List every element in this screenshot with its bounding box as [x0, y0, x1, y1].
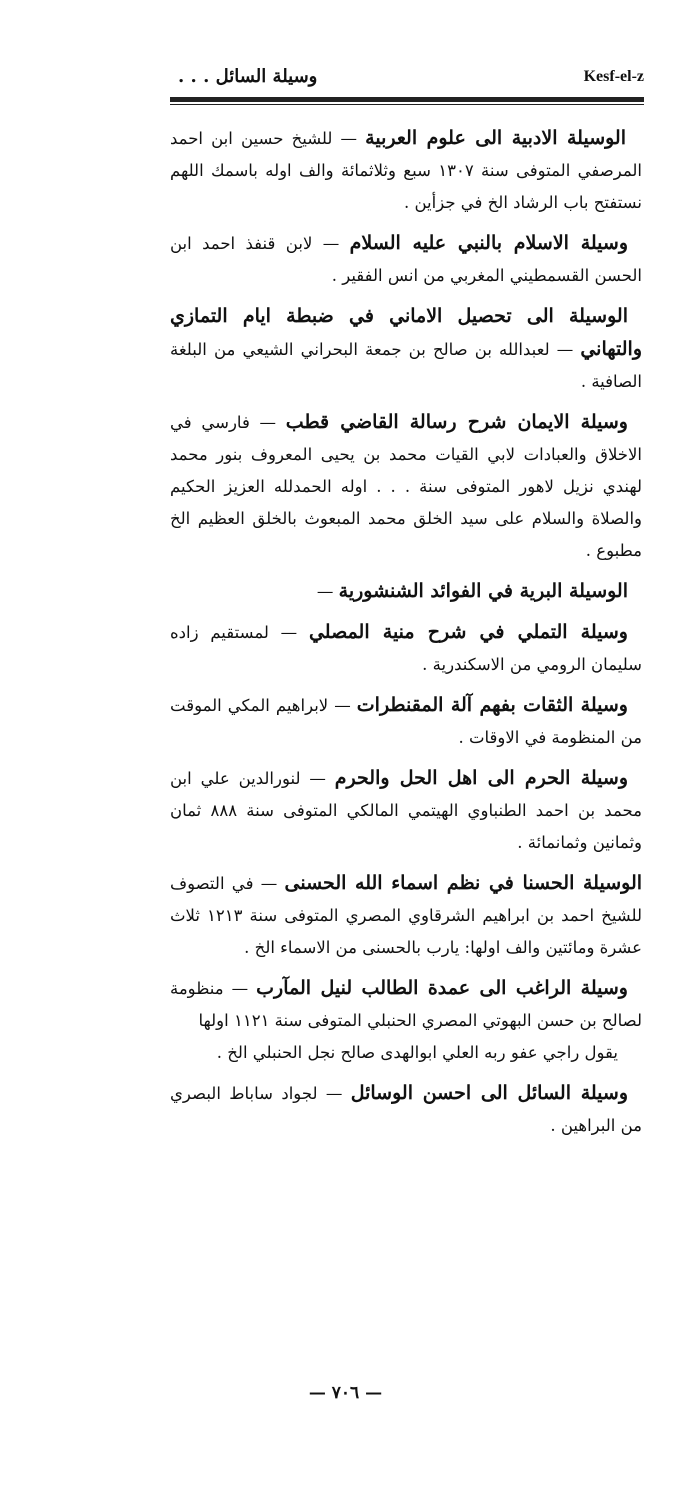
- entry-text: — منظومة لصالح بن حسن البهوتي المصري الحنبلي المتوفى سنة ١١٢١ اولها: [170, 979, 642, 1030]
- entry: [170, 575, 642, 608]
- latin-catchword: Kesf-el-z: [583, 68, 644, 85]
- entry-title: الوسيلة الادبية الى علوم العربية: [365, 127, 626, 149]
- entry: [170, 300, 642, 398]
- entry-title: وسيلة الراغب الى عمدة الطالب لنيل المآرب: [256, 977, 628, 999]
- header-rule-thick: [170, 97, 644, 102]
- entry-title: الوسيلة الحسنا في نظم اسماء الله الحسنى: [284, 872, 643, 894]
- entry: [170, 122, 642, 219]
- entry-text: —: [316, 582, 339, 601]
- entry-text: — لابن قنفذ احمد ابن الحسن القسمطيني المغربي من انس الفقير .: [170, 234, 642, 285]
- entry-text: — لابراهيم المكي الموقت من المنظومة في الاوقات .: [170, 696, 642, 747]
- running-title: [178, 66, 317, 87]
- verse-line: يقول راجي عفو ربه العلي ابوالهدى صالح نجل الحنبلي الخ .: [216, 1043, 618, 1062]
- entry-title: وسيلة السائل الى احسن الوسائل: [350, 1082, 628, 1104]
- entry: [170, 762, 642, 859]
- entry: [170, 406, 642, 567]
- running-title-text: وسيلة السائل: [215, 66, 318, 87]
- entry-text: — للشيخ حسين ابن احمد المرصفي المتوفى سنة ١٣٠٧ سبع وثلاثمائة والف اوله باسمك اللهم نستفتح باب الرشاد الخ في جزأين .: [170, 129, 642, 212]
- entry-title: الوسيلة الى تحصيل الاماني في ضبطة ايام التمازي والتهاني: [170, 305, 642, 360]
- entry-title: الوسيلة البرية في الفوائد الشنشورية: [338, 580, 628, 602]
- running-header: [170, 66, 644, 88]
- entry-text: — في التصوف للشيخ احمد بن ابراهيم الشرقاوي المصري المتوفى سنة ١٢١٣ ثلاث عشرة ومائتين والف اولها: يارب بالحسنى من الاسماء الخ .: [170, 874, 643, 957]
- entry-text: — فارسي في الاخلاق والعبادات لابي القيات محمد بن يحيى المعروف بنور محمد لهندي نزيل لاهور المتوفى سنة . . . اوله الحمدلله العزيز الحكيم والصلاة والسلام على سيد الخلق محمد المبعوث بالخلق العظيم الخ مطبوع .: [170, 413, 642, 560]
- running-title-dots: . . .: [178, 66, 210, 87]
- entry: [170, 867, 642, 964]
- entry-title: وسيلة الاسلام بالنبي عليه السلام: [349, 232, 629, 254]
- header-rule-thin: [170, 104, 644, 105]
- page-number: — ٧٠٦ —: [308, 1383, 383, 1403]
- entry: [170, 1077, 642, 1142]
- entry-title: وسيلة الحرم الى اهل الحل والحرم: [334, 767, 628, 789]
- entry: [170, 616, 642, 681]
- entry-text: — لمستقيم زاده سليمان الرومي من الاسكندرية .: [170, 623, 642, 674]
- entry-title: وسيلة الايمان شرح رسالة القاضي قطب: [285, 411, 628, 433]
- entry-text: — لجواد ساباط البصري من البراهين .: [170, 1084, 642, 1135]
- page-body: [170, 122, 642, 1150]
- entry-title: وسيلة التملي في شرح منية المصلي: [308, 621, 628, 643]
- entry-text: — لنورالدين علي ابن محمد بن احمد الطنباوي الهيتمي المالكي المتوفى سنة ٨٨٨ ثمان وثمانين وثمانمائة .: [170, 769, 642, 852]
- entry: [170, 227, 642, 292]
- entry: [170, 689, 642, 754]
- entry: [170, 972, 642, 1037]
- entry-text: — لعبدالله بن صالح بن جمعة البحراني الشيعي من البلغة الصافية .: [170, 340, 642, 391]
- entry-title: وسيلة الثقات بفهم آلة المقنطرات: [356, 694, 628, 716]
